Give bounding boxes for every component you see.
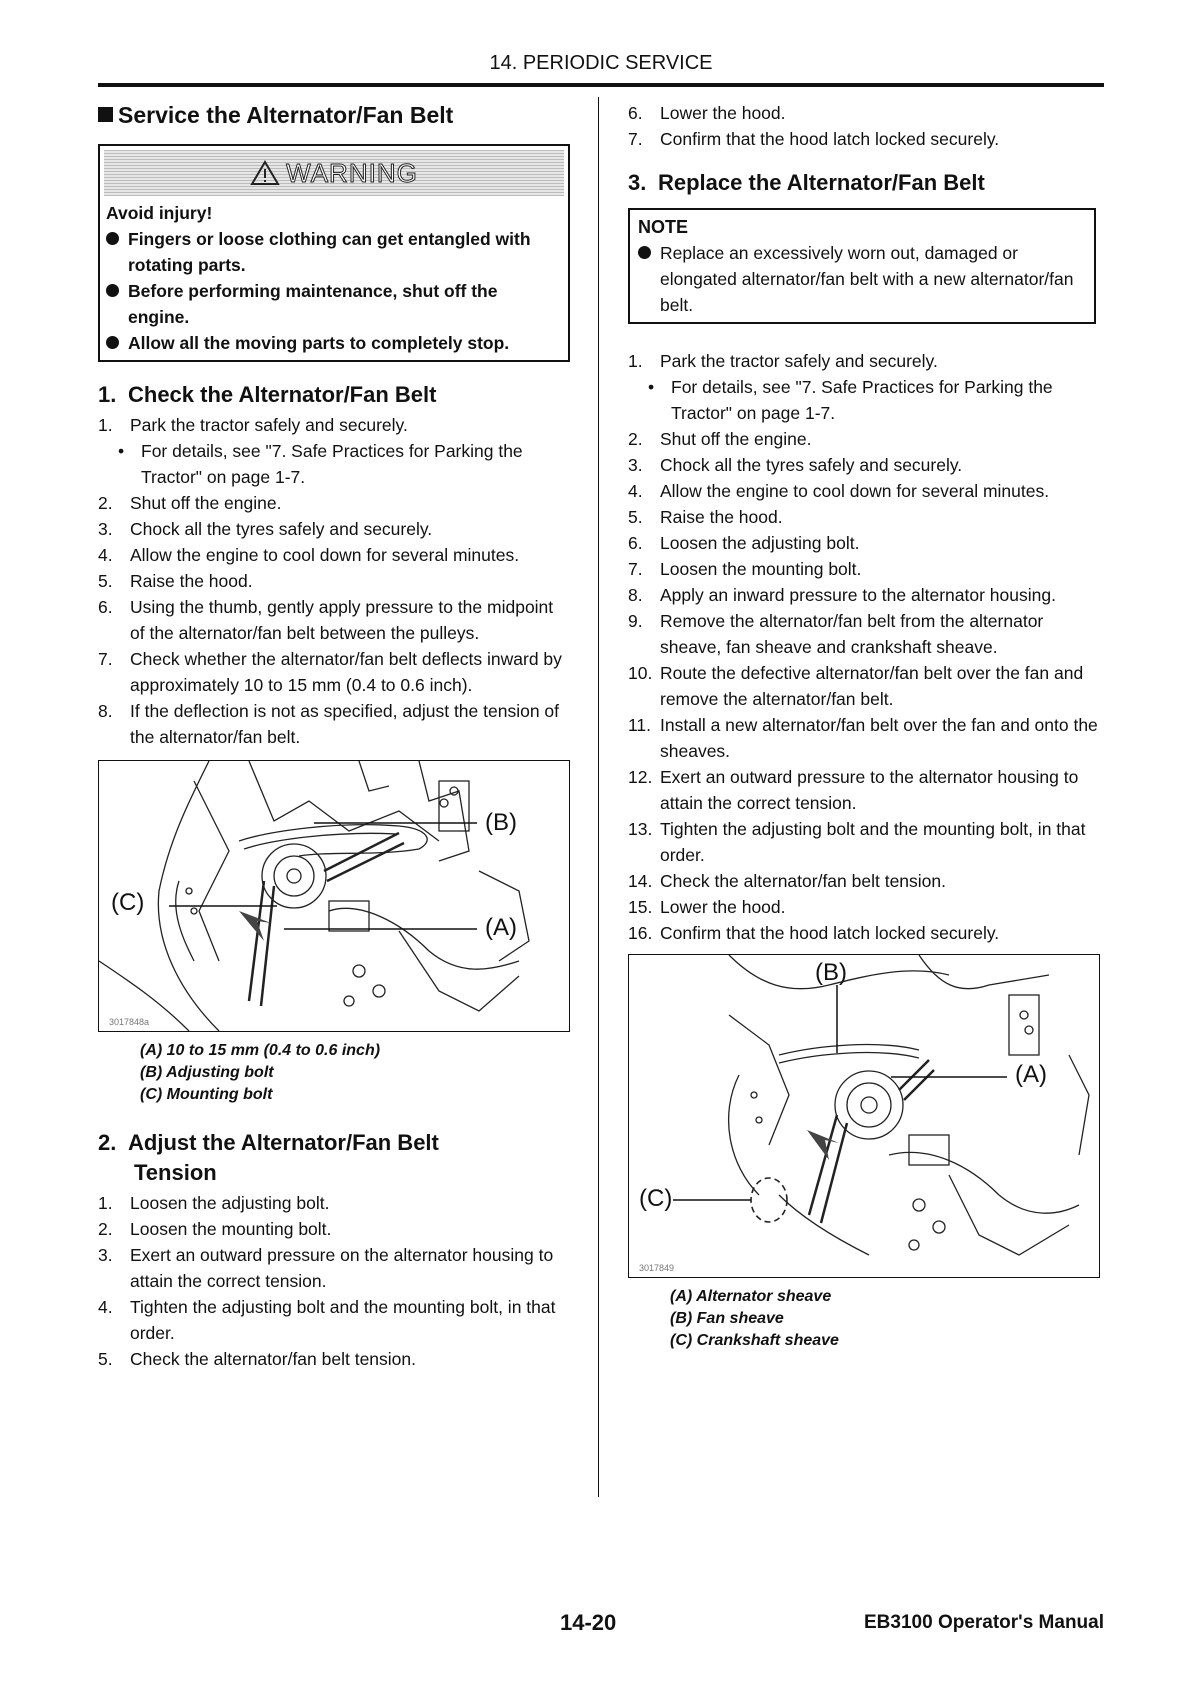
note-label: NOTE [638,217,689,237]
step-text: Check whether the alternator/fan belt deflects inward by approximately 10 to 15 mm (0.4 to 0.6 inch). [130,649,562,695]
step-text: Allow the engine to cool down for several minutes. [130,545,520,565]
figure-caption [140,1040,570,1106]
section-title-text: Service the Alternator/Fan Belt [118,102,454,128]
warning-lead: Avoid injury! [106,203,213,223]
header-rule [98,83,1104,87]
subsection-3-title [628,168,1104,198]
step-detail [98,438,570,490]
step-number: 2. [628,429,643,449]
subsection-number: 2. [98,1130,117,1155]
step-number: 14. [628,871,653,891]
step-item [628,426,1104,452]
figure-code: 3017849 [639,1263,675,1273]
callout-b: (B) [815,959,847,986]
step-text: Park the tractor safely and securely. [130,415,408,435]
engine-belt-illustration [99,761,569,1031]
page-number: 14-20 [560,1610,617,1635]
step-item [628,920,1104,946]
step-text: Tighten the adjusting bolt and the mounting bolt, in that order. [660,819,1086,865]
step-number: 16. [628,923,653,943]
step-text: Check the alternator/fan belt tension. [660,871,947,891]
step-item [628,712,1104,764]
step-text: Install a new alternator/fan belt over the fan and onto the sheaves. [660,715,1098,761]
subsection-3-steps [628,348,1104,946]
step-number: 6. [628,103,643,123]
section-title [98,100,570,130]
step-text: Chock all the tyres safely and securely. [130,519,433,539]
step-item [628,126,1104,152]
caption-line: (B) Fan sheave [670,1310,784,1327]
step-text: Check the alternator/fan belt tension. [130,1349,417,1369]
step-text: For details, see "7. Safe Practices for Parking the Tractor" on page 1-7. [671,377,1053,423]
warning-box [98,144,570,362]
caption-line: (A) Alternator sheave [670,1288,832,1305]
engine-sheaves-illustration [629,955,1099,1277]
step-number: 12. [628,767,653,787]
step-item [628,478,1104,504]
step-text: If the deflection is not as specified, adjust the tension of the alternator/fan belt. [130,701,560,747]
step-item [628,816,1104,868]
step-item [98,542,570,568]
step-text: Remove the alternator/fan belt from the alternator sheave, fan sheave and crankshaft sheave. [660,611,1044,657]
subsection-2-steps-continued [628,100,1104,152]
warning-bullet: Fingers or loose clothing can get entangled with rotating parts. [106,226,562,278]
subsection-title-text: Tension [134,1160,217,1185]
step-number: 1. [98,1193,113,1213]
step-number: 5. [628,507,643,527]
step-item [98,568,570,594]
step-item [628,556,1104,582]
step-text: Loosen the mounting bolt. [130,1219,332,1239]
step-item [628,452,1104,478]
step-number: 1. [98,415,113,435]
step-number: 3. [98,519,113,539]
step-item [628,868,1104,894]
step-item [98,1242,570,1294]
square-bullet-icon [98,107,113,122]
callout-c: (C) [639,1185,673,1212]
step-detail [628,374,1104,426]
step-number: 2. [98,1219,113,1239]
step-number: 3. [98,1245,113,1265]
right-column [628,100,1104,1352]
subsection-title-text: Adjust the Alternator/Fan Belt [128,1130,439,1155]
step-item [628,530,1104,556]
step-number: 7. [628,129,643,149]
step-text: Lower the hood. [660,103,786,123]
step-text: Using the thumb, gently apply pressure to the midpoint of the alternator/fan belt between the pulleys. [130,597,554,643]
step-text: Park the tractor safely and securely. [660,351,938,371]
step-number: 5. [98,1349,113,1369]
step-item [628,348,1104,374]
caption-line: (A) 10 to 15 mm (0.4 to 0.6 inch) [140,1042,381,1059]
caption-line: (C) Crankshaft sheave [670,1332,839,1349]
step-item [628,582,1104,608]
subsection-2-title [98,1128,570,1188]
step-number: 13. [628,819,653,839]
step-number: 8. [98,701,113,721]
warning-label: WARNING [286,158,418,188]
step-text: Lower the hood. [660,897,786,917]
caption-line: (B) Adjusting bolt [140,1064,274,1081]
step-item [628,504,1104,530]
step-text: Confirm that the hood latch locked securely. [660,923,1000,943]
callout-a: (A) [1015,1061,1047,1088]
step-item [628,100,1104,126]
subsection-title-text: Check the Alternator/Fan Belt [128,382,437,407]
callout-b: (B) [485,809,517,836]
subsection-1-title [98,380,570,410]
manual-title: EB3100 Operator's Manual [864,1612,1104,1633]
step-text: Loosen the mounting bolt. [660,559,862,579]
step-item [98,1190,570,1216]
step-number: 2. [98,493,113,513]
warning-bullet: Allow all the moving parts to completely stop. [106,330,562,356]
step-item [98,1294,570,1346]
step-number: 3. [628,455,643,475]
step-number: 7. [628,559,643,579]
step-item [628,764,1104,816]
step-item [628,608,1104,660]
step-text: Allow the engine to cool down for several minutes. [660,481,1050,501]
caption-line: (C) Mounting bolt [140,1086,273,1103]
figure-belt-deflection [98,760,570,1032]
figure-code: 3017848a [109,1017,150,1027]
step-number: • [648,377,655,397]
step-item [98,698,570,750]
step-item [98,1216,570,1242]
step-text: Apply an inward pressure to the alternator housing. [660,585,1056,605]
step-text: Route the defective alternator/fan belt over the fan and remove the alternator/fan belt. [660,663,1084,709]
warning-triangle-icon [250,160,280,186]
column-divider [598,97,599,1497]
step-number: 7. [98,649,113,669]
step-text: Chock all the tyres safely and securely. [660,455,963,475]
figure-caption [670,1286,1104,1352]
subsection-2-steps [98,1190,570,1372]
subsection-number: 1. [98,382,117,407]
step-item [98,1346,570,1372]
note-box [628,208,1096,324]
step-text: Loosen the adjusting bolt. [660,533,860,553]
step-text: Loosen the adjusting bolt. [130,1193,330,1213]
subsection-title-text: Replace the Alternator/Fan Belt [658,170,985,195]
step-text: Exert an outward pressure to the alternator housing to attain the correct tension. [660,767,1079,813]
step-number: 9. [628,611,643,631]
step-item [628,660,1104,712]
step-text: Confirm that the hood latch locked securely. [660,129,1000,149]
warning-banner [104,150,564,196]
step-item [628,894,1104,920]
step-number: 10. [628,663,653,683]
figure-belt-sheaves [628,954,1100,1278]
step-text: Exert an outward pressure on the alternator housing to attain the correct tension. [130,1245,554,1291]
left-column [98,100,570,1372]
warning-body [100,200,568,360]
step-number: 5. [98,571,113,591]
step-text: Shut off the engine. [660,429,812,449]
step-text: For details, see "7. Safe Practices for Parking the Tractor" on page 1-7. [141,441,523,487]
step-number: • [118,441,125,461]
callout-c: (C) [111,889,145,916]
step-number: 15. [628,897,653,917]
step-item [98,594,570,646]
step-number: 11. [628,715,652,735]
subsection-1-steps [98,412,570,750]
subsection-number: 3. [628,170,647,195]
step-text: Raise the hood. [130,571,253,591]
step-item [98,646,570,698]
step-number: 4. [628,481,643,501]
step-item [98,412,570,438]
step-text: Tighten the adjusting bolt and the mounting bolt, in that order. [130,1297,556,1343]
step-number: 1. [628,351,643,371]
step-number: 6. [98,597,113,617]
note-bullet: Replace an excessively worn out, damaged or elongated alternator/fan belt with a new alternator/fan belt. [638,240,1086,318]
step-item [98,516,570,542]
step-number: 4. [98,545,113,565]
step-text: Shut off the engine. [130,493,282,513]
warning-bullet: Before performing maintenance, shut off the engine. [106,278,562,330]
step-text: Raise the hood. [660,507,783,527]
callout-a: (A) [485,914,517,941]
step-number: 8. [628,585,643,605]
running-header: 14. PERIODIC SERVICE [489,52,713,74]
step-item [98,490,570,516]
step-number: 4. [98,1297,113,1317]
step-number: 6. [628,533,643,553]
